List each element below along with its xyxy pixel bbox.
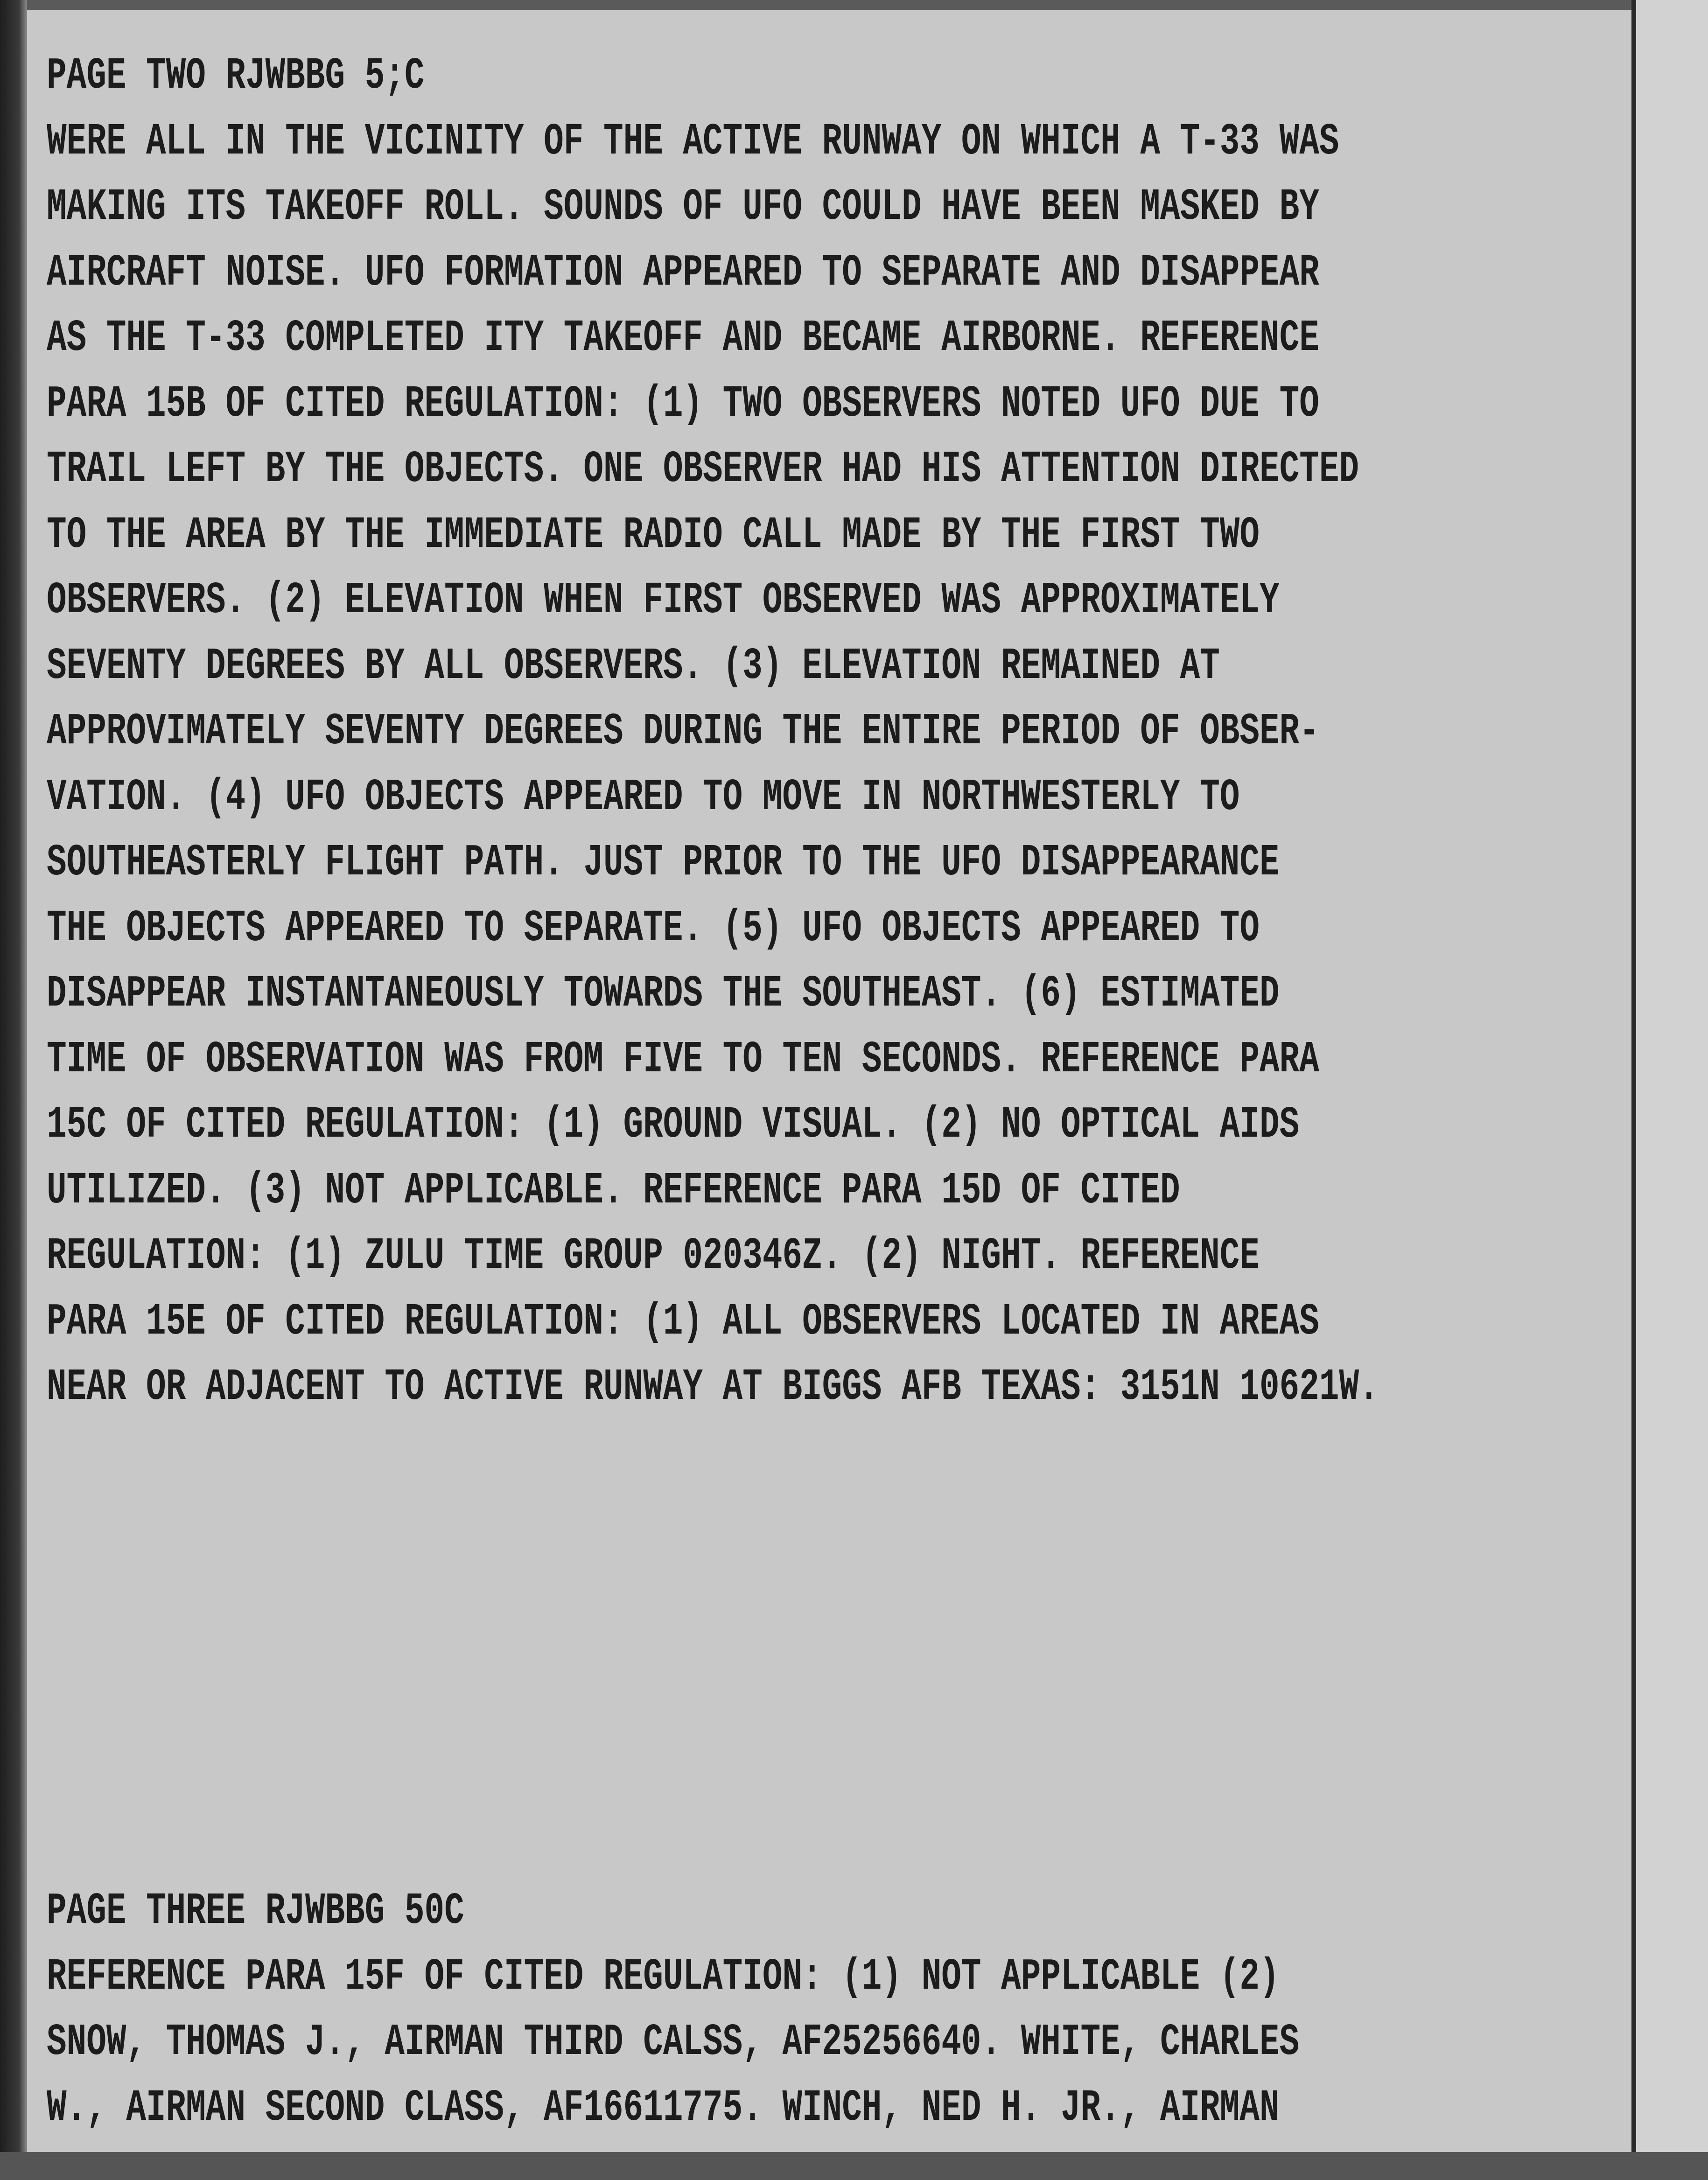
text-line: PARA 15B OF CITED REGULATION: (1) TWO OBSERVERS NOTED UFO DUE TO bbox=[47, 379, 1319, 430]
text-line: TIME OF OBSERVATION WAS FROM FIVE TO TEN SECONDS. REFERENCE PARA bbox=[47, 1034, 1319, 1085]
text-line: DISAPPEAR INSTANTANEOUSLY TOWARDS THE SOUTHEAST. (6) ESTIMATED bbox=[47, 969, 1280, 1020]
text-line: MAKING ITS TAKEOFF ROLL. SOUNDS OF UFO COULD HAVE BEEN MASKED BY bbox=[47, 182, 1319, 233]
text-line: REFERENCE PARA 15F OF CITED REGULATION: (1) NOT APPLICABLE (2) bbox=[47, 1952, 1280, 2003]
text-line: REGULATION: (1) ZULU TIME GROUP 020346Z. (2) NIGHT. REFERENCE bbox=[47, 1231, 1260, 1282]
text-line: SNOW, THOMAS J., AIRMAN THIRD CALSS, AF25256640. WHITE, CHARLES bbox=[47, 2017, 1300, 2068]
page-right-border bbox=[1631, 0, 1636, 2180]
text-line: NEAR OR ADJACENT TO ACTIVE RUNWAY AT BIGGS AFB TEXAS: 3151N 10621W. bbox=[47, 1362, 1379, 1413]
page-three-text bbox=[47, 1879, 1299, 2141]
text-line: VATION. (4) UFO OBJECTS APPEARED TO MOVE IN NORTHWESTERLY TO bbox=[47, 772, 1240, 823]
text-line: WERE ALL IN THE VICINITY OF THE ACTIVE RUNWAY ON WHICH A T-33 WAS bbox=[47, 117, 1339, 168]
text-line: AS THE T-33 COMPLETED ITY TAKEOFF AND BECAME AIRBORNE. REFERENCE bbox=[47, 313, 1319, 364]
text-line: AIRCRAFT NOISE. UFO FORMATION APPEARED TO SEPARATE AND DISAPPEAR bbox=[47, 248, 1319, 299]
scan-left-edge bbox=[0, 0, 27, 2180]
text-line: 15C OF CITED REGULATION: (1) GROUND VISUAL. (2) NO OPTICAL AIDS bbox=[47, 1100, 1300, 1151]
scan-right-margin bbox=[1636, 0, 1708, 2180]
scan-bottom-edge bbox=[0, 2152, 1708, 2180]
scan-top-edge bbox=[0, 0, 1708, 10]
text-line: APPROVIMATELY SEVENTY DEGREES DURING THE ENTIRE PERIOD OF OBSER- bbox=[47, 706, 1319, 757]
text-line: SOUTHEASTERLY FLIGHT PATH. JUST PRIOR TO THE UFO DISAPPEARANCE bbox=[47, 838, 1280, 888]
text-line: W., AIRMAN SECOND CLASS, AF16611775. WINCH, NED H. JR., AIRMAN bbox=[47, 2083, 1280, 2134]
text-line: PARA 15E OF CITED REGULATION: (1) ALL OBSERVERS LOCATED IN AREAS bbox=[47, 1297, 1319, 1348]
page-three-header: PAGE THREE RJWBBG 50C bbox=[47, 1886, 464, 1937]
text-line: UTILIZED. (3) NOT APPLICABLE. REFERENCE PARA 15D OF CITED bbox=[47, 1166, 1180, 1216]
text-line: TO THE AREA BY THE IMMEDIATE RADIO CALL MADE BY THE FIRST TWO bbox=[47, 510, 1260, 561]
text-line: THE OBJECTS APPEARED TO SEPARATE. (5) UFO OBJECTS APPEARED TO bbox=[47, 903, 1260, 954]
text-line: TRAIL LEFT BY THE OBJECTS. ONE OBSERVER HAD HIS ATTENTION DIRECTED bbox=[47, 444, 1359, 495]
text-line: OBSERVERS. (2) ELEVATION WHEN FIRST OBSERVED WAS APPROXIMATELY bbox=[47, 575, 1280, 626]
text-line: SEVENTY DEGREES BY ALL OBSERVERS. (3) ELEVATION REMAINED AT bbox=[47, 641, 1220, 692]
page-two-header: PAGE TWO RJWBBG 5;C bbox=[47, 51, 425, 102]
page-two-text bbox=[47, 44, 1379, 1421]
